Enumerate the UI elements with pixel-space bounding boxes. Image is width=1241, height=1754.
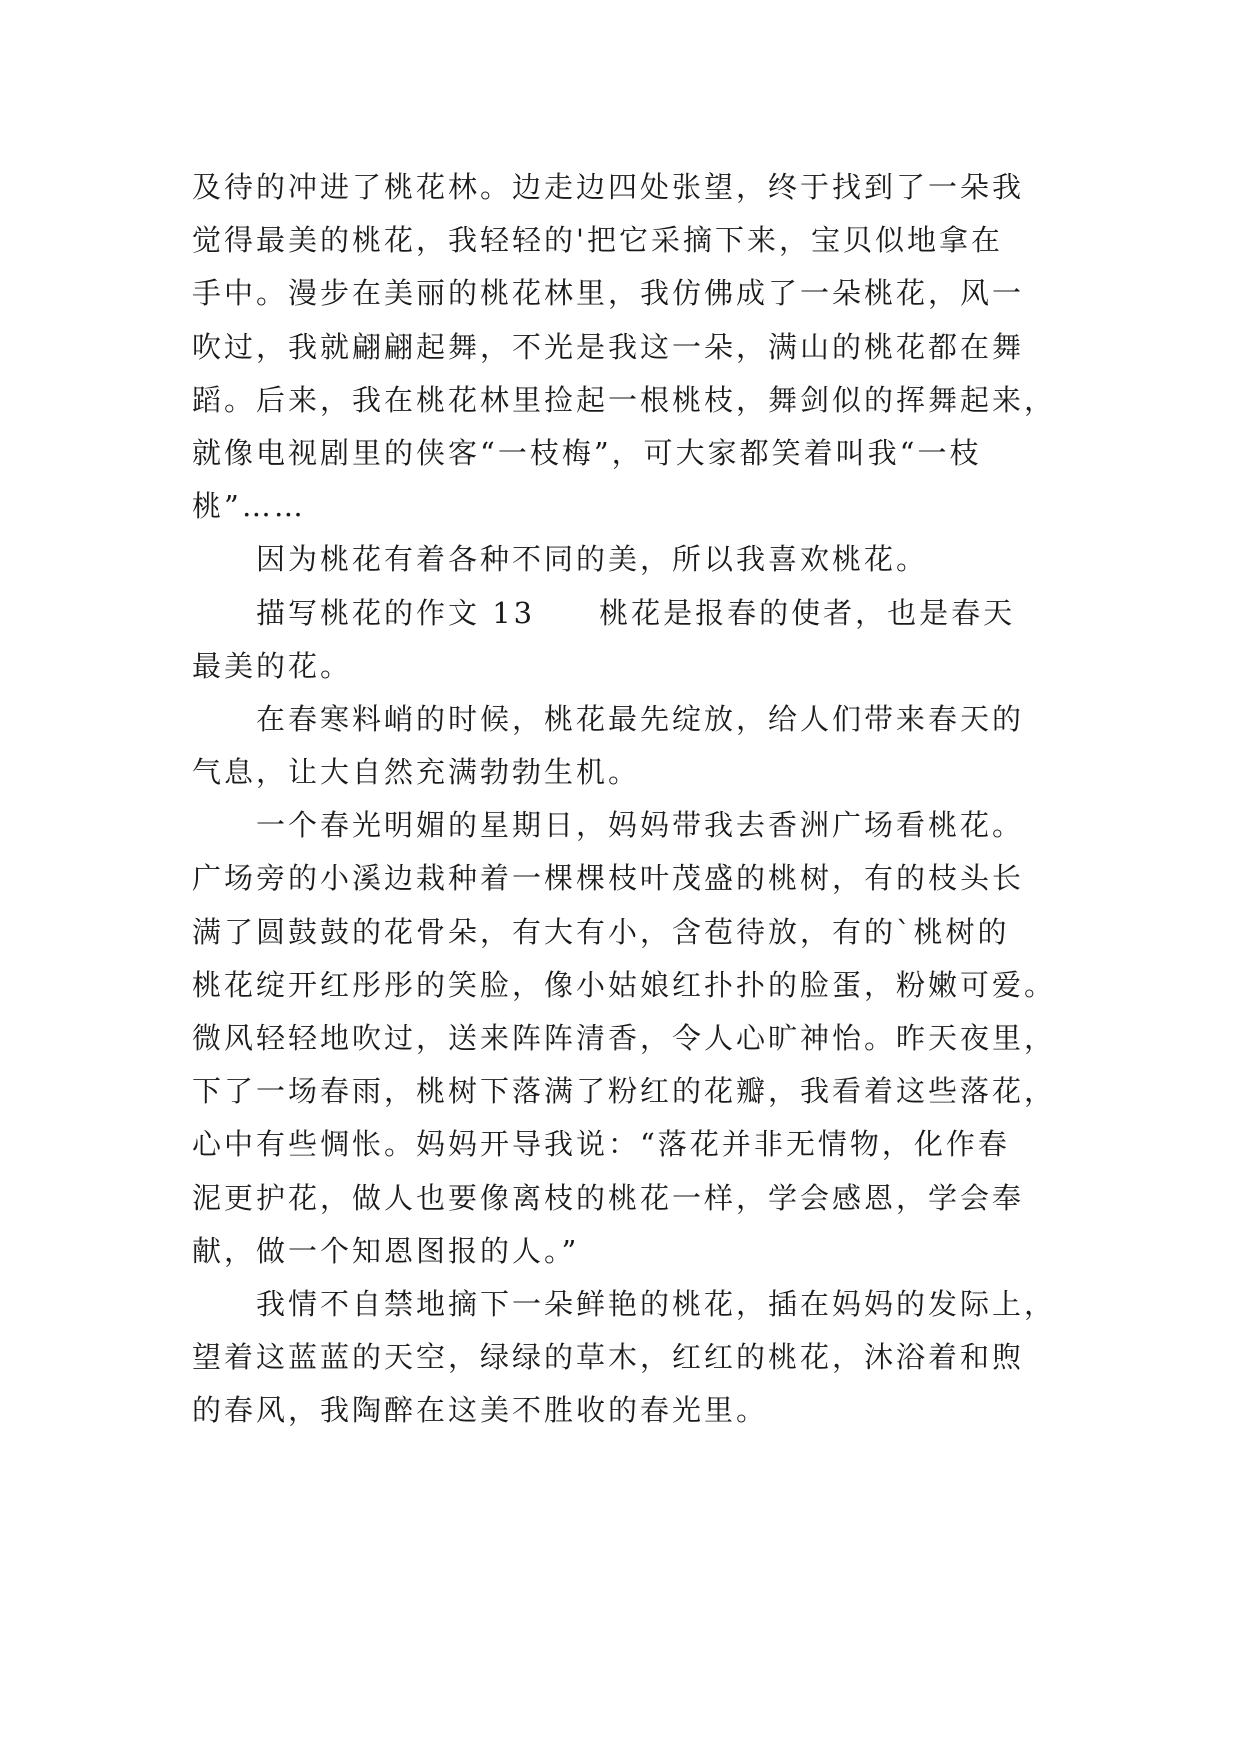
text-line: 一个春光明媚的星期日，妈妈带我去香洲广场看桃花。 [192, 808, 1025, 843]
text-line: 在春寒料峭的时候，桃花最先绽放，给人们带来春天的 [192, 701, 1025, 736]
text-line: 觉得最美的桃花，我轻轻的'把它采摘下来，宝贝似地拿在 [192, 223, 1003, 258]
text-line: 桃”…… [192, 489, 306, 524]
text-line: 心中有些惆怅。妈妈开导我说：“落花并非无情物，化作春 [192, 1127, 1010, 1162]
text-line: 吹过，我就翩翩起舞，不光是我这一朵，满山的桃花都在舞 [192, 329, 1025, 364]
text-line: 泥更护花，做人也要像离枝的桃花一样，学会感恩，学会奉 [192, 1180, 1025, 1215]
text-line: 望着这蓝蓝的天空，绿绿的草木，红红的桃花，沐浴着和煦 [192, 1340, 1025, 1375]
text-line: 描写桃花的作文 13 桃花是报春的使者，也是春天 [192, 595, 1016, 630]
text-line: 的春风，我陶醉在这美不胜收的春光里。 [192, 1393, 769, 1428]
text-line: 最美的花。 [192, 648, 353, 683]
essay-text [192, 161, 1072, 1438]
text-line: 就像电视剧里的侠客“一枝梅”，可大家都笑着叫我“一枝 [192, 435, 982, 470]
text-line: 满了圆鼓鼓的花骨朵，有大有小，含苞待放，有的`桃树的 [192, 914, 1010, 949]
text-line: 下了一场春雨，桃树下落满了粉红的花瓣，我看着这些落花， [192, 1074, 1057, 1109]
text-line: 桃花绽开红彤彤的笑脸，像小姑娘红扑扑的脸蛋，粉嫩可爱。 [192, 967, 1057, 1002]
text-line: 献，做一个知恩图报的人。” [192, 1233, 580, 1268]
text-line: 因为桃花有着各种不同的美，所以我喜欢桃花。 [192, 542, 929, 577]
text-line: 广场旁的小溪边栽种着一棵棵枝叶茂盛的桃树，有的枝头长 [192, 861, 1025, 896]
text-line: 我情不自禁地摘下一朵鲜艳的桃花，插在妈妈的发际上， [192, 1286, 1057, 1321]
text-line: 蹈。后来，我在桃花林里捡起一根桃枝，舞剑似的挥舞起来， [192, 382, 1057, 417]
text-line: 气息，让大自然充满勃勃生机。 [192, 755, 641, 790]
text-line: 手中。漫步在美丽的桃花林里，我仿佛成了一朵桃花，风一 [192, 276, 1025, 311]
text-line: 微风轻轻地吹过，送来阵阵清香，令人心旷神怡。昨天夜里， [192, 1021, 1057, 1055]
text-line: 及待的冲进了桃花林。边走边四处张望，终于找到了一朵我 [192, 170, 1025, 204]
